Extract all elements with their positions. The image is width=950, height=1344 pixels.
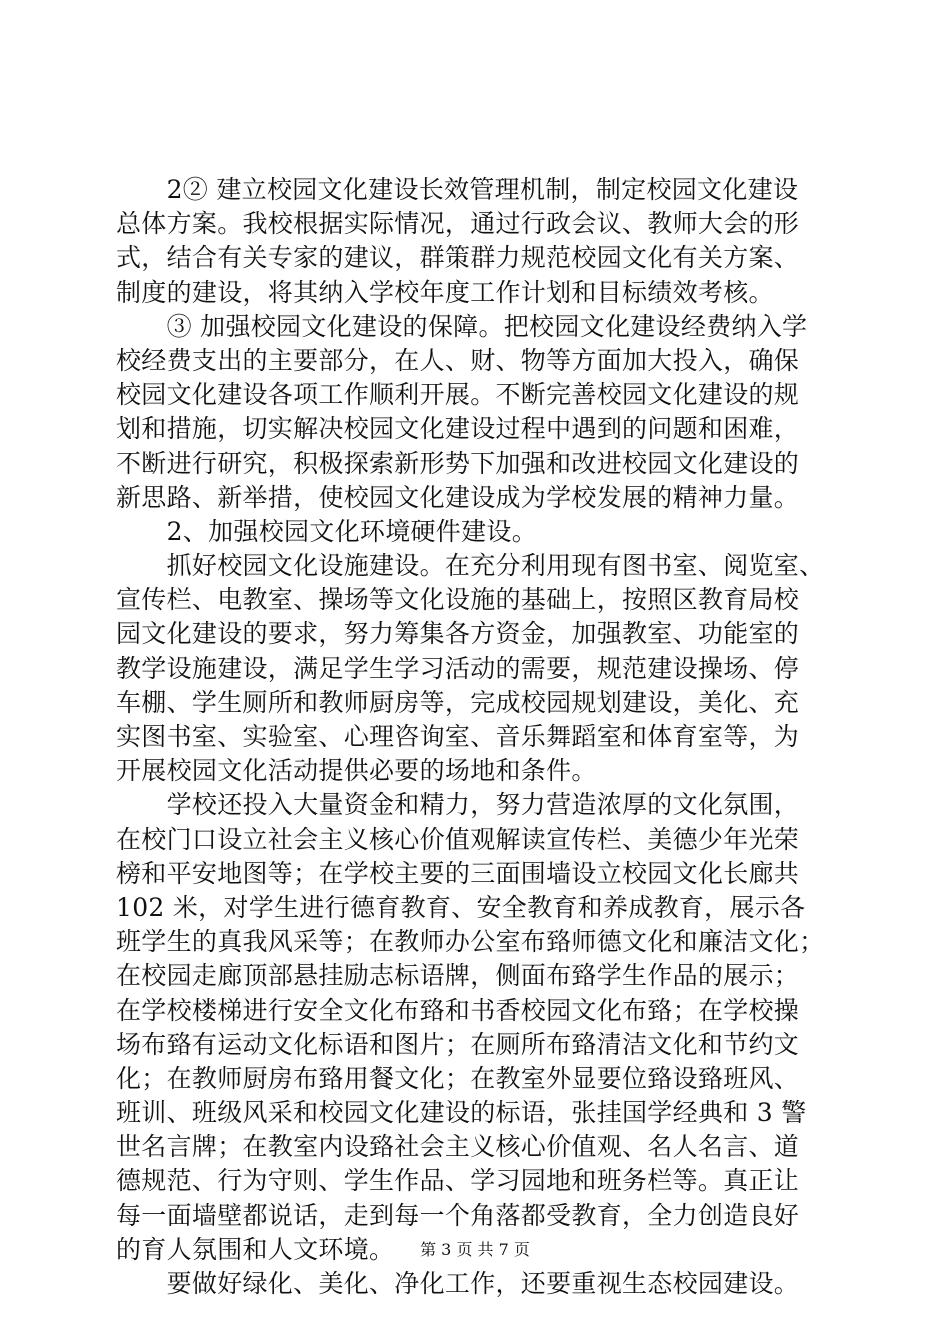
text-line: 在校门口设立社会主义核心价值观解读宣传栏、美德少年光荣 [116, 824, 800, 854]
text-line: 德规范、行为守则、学生作品、学习园地和班务栏等。真正让 [116, 1166, 800, 1196]
document-body [116, 173, 836, 1301]
text-line: 园文化建设的要求，努力筹集各方资金，加强教室、功能室的 [116, 619, 800, 649]
text-line: 划和措施，切实解决校园文化建设过程中遇到的问题和困难， [116, 414, 800, 444]
text-line: 每一面墙壁都说话，走到每一个角落都受教育，全力创造良好 [116, 1200, 800, 1230]
text-line: 102 米，对学生进行德育教育、安全教育和养成教育，展示各 [116, 892, 806, 922]
page-footer [0, 1240, 950, 1260]
page-number-label: 第 3 页 共 7 页 [420, 1240, 530, 1259]
text-line: 化；在教师厨房布臵用餐文化；在教室外显要位臵设臵班风、 [116, 1063, 800, 1093]
text-line: 宣传栏、电教室、操场等文化设施的基础上，按照区教育局校 [116, 585, 800, 615]
text-line: 式，结合有关专家的建议，群策群力规范校园文化有关方案、 [116, 243, 800, 273]
text-line: 榜和平安地图等；在学校主要的三面围墙设立校园文化长廊共 [116, 858, 800, 888]
text-line: 不断进行研究，积极探索新形势下加强和改进校园文化建设的 [116, 448, 800, 478]
text-line: ③ 加强校园文化建设的保障。把校园文化建设经费纳入学 [116, 311, 808, 341]
text-line: 抓好校园文化设施建设。在充分利用现有图书室、阅览室、 [116, 551, 825, 581]
text-line: 总体方案。我校根据实际情况，通过行政会议、教师大会的形 [116, 209, 800, 239]
text-line: 2② 建立校园文化建设长效管理机制，制定校园文化建设 [116, 175, 799, 204]
text-line: 的育人氛围和人文环境。 [116, 1234, 395, 1264]
text-line: 新思路、新举措，使校园文化建设成为学校发展的精神力量。 [116, 482, 800, 512]
text-line: 在校园走廊顶部悬挂励志标语牌，侧面布臵学生作品的展示； [116, 961, 800, 991]
text-line: 在学校楼梯进行安全文化布臵和书香校园文化布臵；在学校操 [116, 995, 800, 1025]
text-line: 2、加强校园文化环境硬件建设。 [116, 516, 538, 546]
text-line: 要做好绿化、美化、净化工作，还要重视生态校园建设。 [116, 1269, 800, 1298]
text-line: 教学设施建设，满足学生学习活动的需要，规范建设操场、停 [116, 653, 800, 683]
text-line: 班学生的真我风采等；在教师办公室布臵师德文化和廉洁文化； [116, 927, 825, 957]
text-line: 开展校园文化活动提供必要的场地和条件。 [116, 756, 597, 786]
text-line: 校经费支出的主要部分，在人、财、物等方面加大投入，确保 [116, 345, 800, 375]
text-line: 校园文化建设各项工作顺利开展。不断完善校园文化建设的规 [116, 380, 800, 410]
text-line: 世名言牌；在教室内设臵社会主义核心价值观、名人名言、道 [116, 1132, 800, 1162]
text-line: 学校还投入大量资金和精力，努力营造浓厚的文化氛围， [116, 790, 800, 820]
text-line: 班训、班级风采和校园文化建设的标语，张挂国学经典和 3 警 [116, 1098, 807, 1128]
text-line: 实图书室、实验室、心理咨询室、音乐舞蹈室和体育室等，为 [116, 722, 800, 751]
text-line: 制度的建设，将其纳入学校年度工作计划和目标绩效考核。 [116, 277, 774, 307]
text-line: 车棚、学生厕所和教师厨房等，完成校园规划建设，美化、充 [116, 687, 800, 717]
text-line: 场布臵有运动文化标语和图片；在厕所布臵清洁文化和节约文 [116, 1029, 800, 1059]
